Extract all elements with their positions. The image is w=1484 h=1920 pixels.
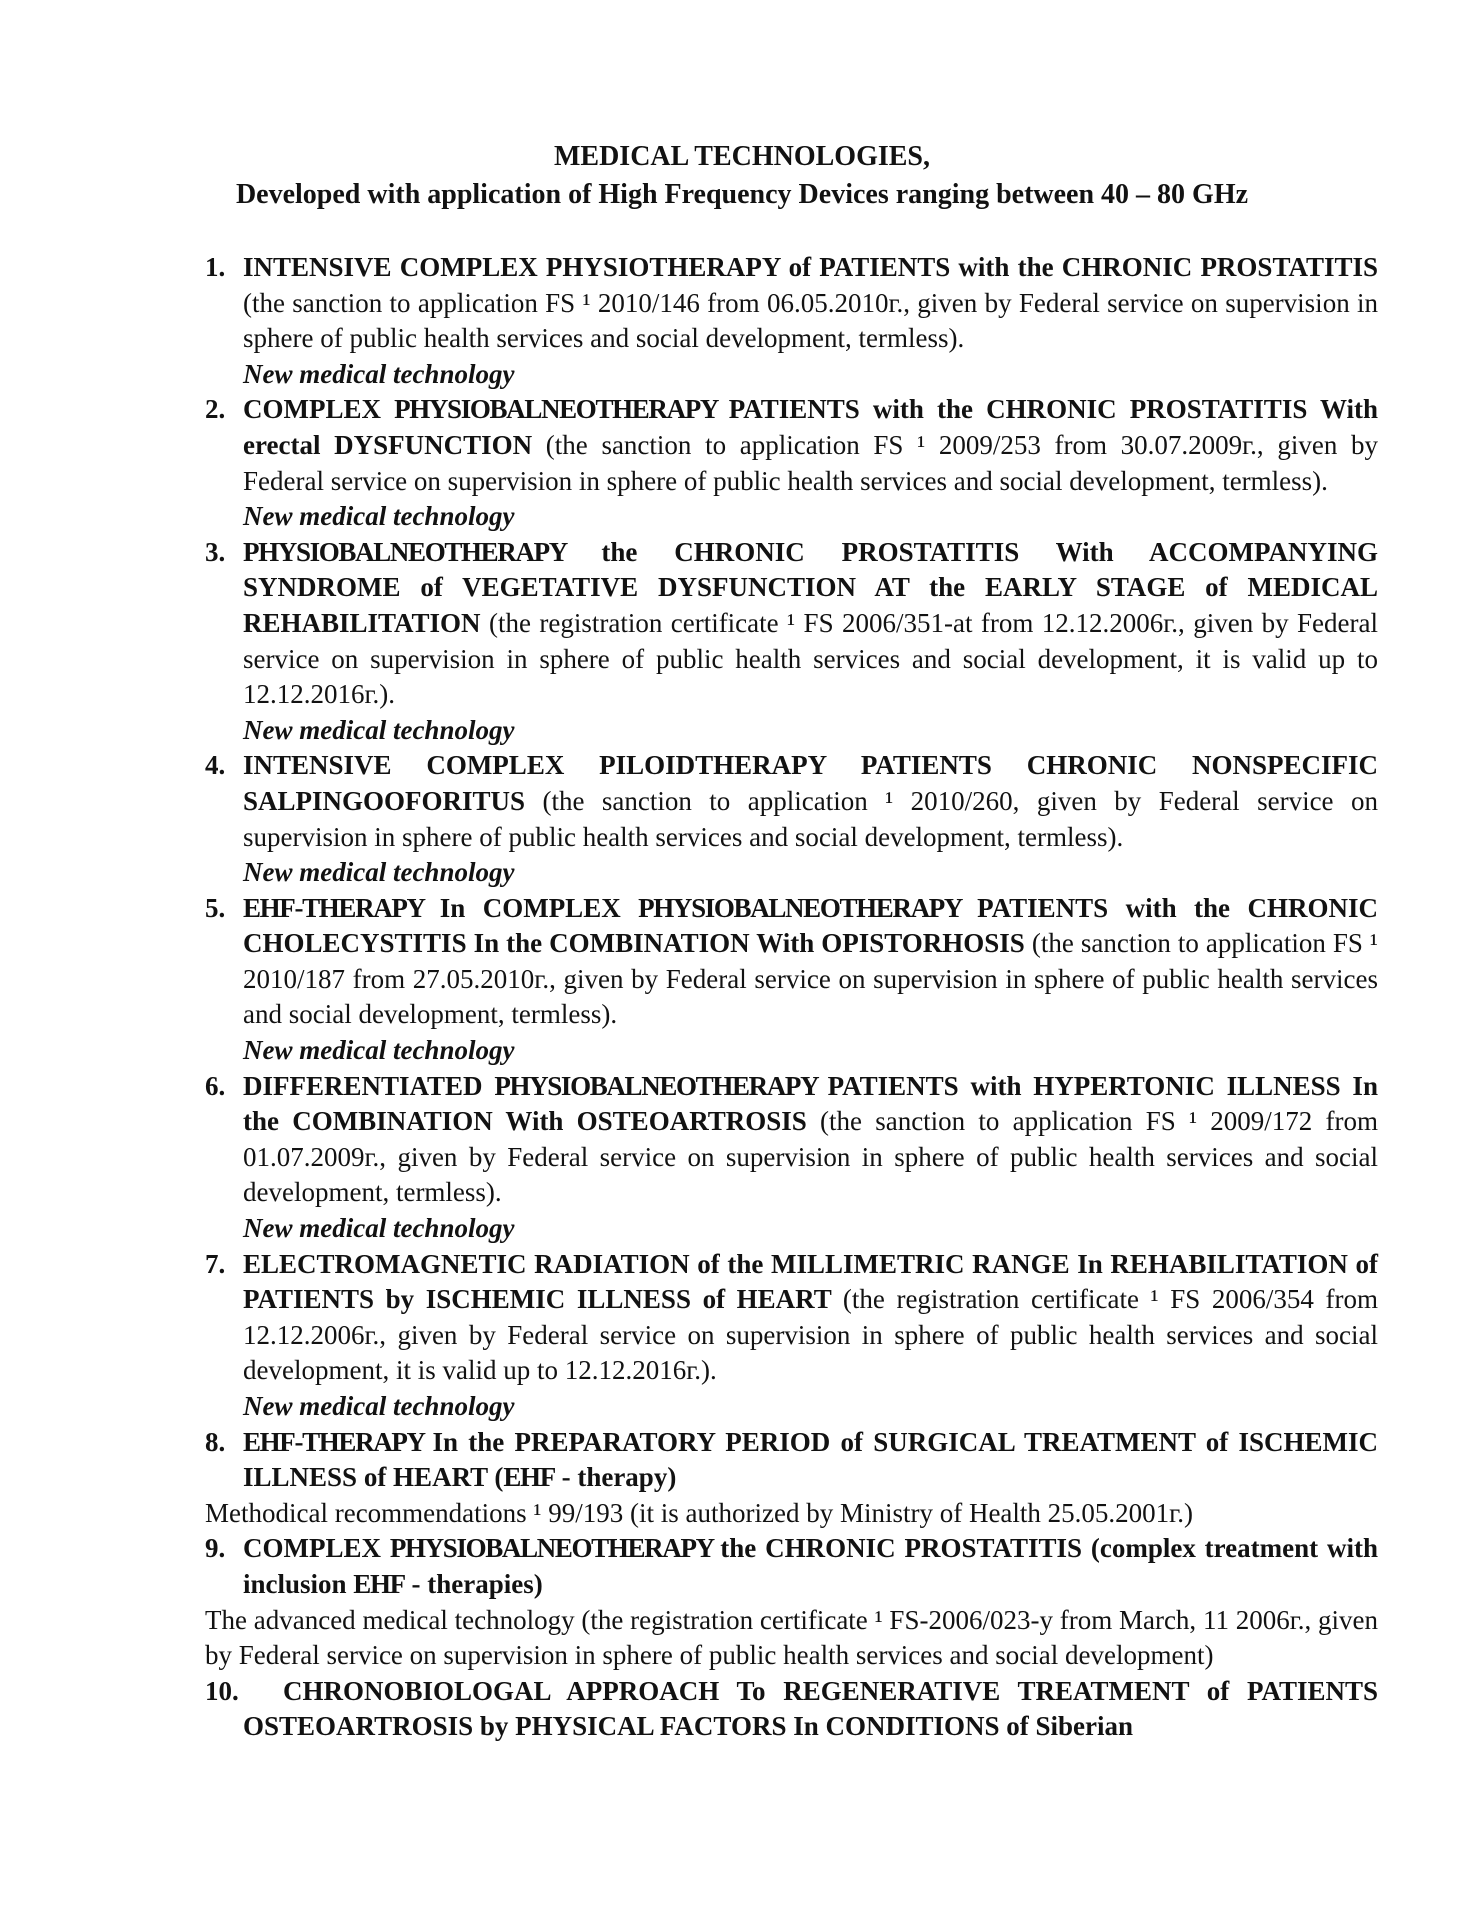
text-segment: ELECTROMAGNETIC RADIATION of the MILLIMETRIC RANGE In REHABILITATION of PATIENTS by ISCHEMIC ILLNESS of HEART xyxy=(243,1248,1378,1315)
text-segment: - therapy) xyxy=(554,1462,677,1493)
text-segment: In COMPLEX xyxy=(439,892,639,923)
text-segment: INTENSIVE COMPLEX PHYSIOTHERAPY of PATIENTS with the CHRONIC PROSTATITIS xyxy=(243,252,1378,282)
new-medical-technology-note: New medical technology xyxy=(243,1391,515,1421)
text-segment: the CHRONIC PROSTATITIS With ACCOMPANYING SYNDROME of VEGETATIVE DYSFUNCTION AT the EARLY STAGE of MEDICAL REHABILITATION xyxy=(243,536,1378,638)
list-item-9 xyxy=(205,1531,1378,1602)
item-number: 4. xyxy=(205,750,226,781)
text-segment: the CHRONIC PROSTATITIS (complex treatment with inclusion xyxy=(243,1533,1378,1599)
list-item-1 xyxy=(205,250,1378,392)
item-text xyxy=(243,535,1378,713)
text-segment: PHYSIOBALNEOTHERAPY xyxy=(494,1070,828,1101)
new-medical-technology-note: New medical technology xyxy=(243,714,515,745)
page-subtitle: Developed with application of High Frequency Devices ranging between 40 – 80 GHz xyxy=(235,179,1249,210)
text-segment: PHYSIOBALNEOTHERAPY xyxy=(243,536,602,567)
text-segment: (the registration certificate ¹ FS 2006/354 from 12.12.2006г., given by Federal service on supervision in sphere of public health services and social development, it is valid up to 12.12.2016г.). xyxy=(243,1284,1378,1386)
new-medical-technology-note: New medical technology xyxy=(243,501,515,532)
text-segment: In the PREPARATORY PERIOD of SURGICAL TREATMENT of ISCHEMIC ILLNESS of HEART ( xyxy=(243,1426,1378,1493)
item-number: 8. xyxy=(205,1426,226,1457)
text-segment: CHRONOBIOLOGAL APPROACH To REGENERATIVE TREATMENT of PATIENTS OSTEOARTROSIS by PHYSICAL FACTORS In CONDITIONS of Siberian xyxy=(243,1675,1378,1742)
text-segment: EHF xyxy=(353,1568,405,1599)
item-text xyxy=(243,1674,1378,1745)
list-item-3 xyxy=(205,535,1378,749)
text-segment: EHF-THERAPY xyxy=(243,892,440,923)
new-medical-technology-note: New medical technology xyxy=(243,857,515,888)
text-segment: COMPLEX xyxy=(243,394,395,425)
item-text xyxy=(243,748,1378,855)
text-segment: (the sanction to application FS ¹ 2010/146 from 06.05.2010г., given by Federal service on supervision in sphere of public health services and social development, termless). xyxy=(243,287,1378,354)
new-medical-technology-note: New medical technology xyxy=(243,1035,515,1066)
item-number: 9. xyxy=(205,1533,226,1564)
item-number: 7. xyxy=(205,1248,226,1279)
text-segment: (the sanction to application FS ¹ 2010/187 from 27.05.2010г., given by Federal service on supervision in sphere of public health services and social development, termless). xyxy=(243,928,1379,1030)
text-segment: (the sanction to application ¹ 2010/260, given by Federal service on supervision in sphere of public health services and social development, termless). xyxy=(243,785,1378,852)
text-segment: DIFFERENTIATED xyxy=(243,1070,495,1101)
text-segment: PHYSIOBALNEOTHERAPY xyxy=(394,394,729,425)
new-medical-technology-note: New medical technology xyxy=(243,358,515,389)
new-medical-technology-note: New medical technology xyxy=(243,1213,515,1244)
list-item-8 xyxy=(205,1425,1378,1496)
technology-list xyxy=(205,250,1378,1745)
list-item-5 xyxy=(205,891,1378,1069)
text-segment: PATIENTS with HYPERTONIC ILLNESS In the COMBINATION With OSTEOARTROSIS xyxy=(243,1070,1378,1137)
text-segment: (the sanction to application FS ¹ 2009/253 from 30.07.2009г., given by Federal service on supervision in sphere of public health services and social development, termless). xyxy=(243,429,1378,496)
list-item-6 xyxy=(205,1069,1378,1247)
text-segment: PHYSIOBALNEOTHERAPY xyxy=(638,892,978,923)
item-number: 5. xyxy=(205,892,226,923)
list-item-4 xyxy=(205,748,1378,890)
item-number: 10. xyxy=(205,1675,239,1706)
text-segment: (the sanction to application FS ¹ 2009/172 from 01.07.2009г., given by Federal service on supervision in sphere of public health services and social development, termless). xyxy=(243,1106,1379,1208)
text-segment: PATIENTS with the CHRONIC PROSTATITIS With erectal DYSFUNCTION xyxy=(243,394,1378,460)
item-number: 3. xyxy=(205,536,226,567)
document-header xyxy=(0,138,1484,214)
text-segment: PHYSIOBALNEOTHERAPY xyxy=(389,1533,721,1564)
text-segment: INTENSIVE COMPLEX PILOIDTHERAPY PATIENTS CHRONIC NONSPECIFIC SALPINGOOFORITUS xyxy=(243,750,1378,816)
text-segment: (the registration certificate ¹ FS 2006/351-at from 12.12.2006г., given by Federal service on supervision in sphere of public health services and social development, it is valid up to 12.12.2016г.). xyxy=(243,607,1378,710)
item-number: 1. xyxy=(205,252,226,282)
item-text xyxy=(243,1531,1378,1602)
item-text xyxy=(243,1069,1378,1211)
list-item-10 xyxy=(205,1674,1378,1745)
item-text xyxy=(243,392,1378,499)
text-segment: - therapies) xyxy=(404,1568,543,1599)
item-number: 2. xyxy=(205,394,226,425)
list-item-7 xyxy=(205,1247,1378,1425)
text-segment: EHF-THERAPY xyxy=(243,1426,433,1457)
text-segment: COMPLEX xyxy=(243,1533,390,1564)
page-title: MEDICAL TECHNOLOGIES, xyxy=(553,141,931,172)
list-item-2 xyxy=(205,392,1378,534)
item-text xyxy=(243,891,1378,1033)
item-text xyxy=(243,1247,1378,1389)
item-number: 6. xyxy=(205,1070,226,1101)
item-followup-paragraph: The advanced medical technology (the registration certificate ¹ FS-2006/023-y from March, 11 2006г., given by Federal service on supervision in sphere of public health services and social development) xyxy=(205,1604,1378,1671)
text-segment: EHF xyxy=(503,1462,555,1493)
text-segment: PATIENTS with the CHRONIC CHOLECYSTITIS In the COMBINATION With OPISTORHOSIS xyxy=(243,892,1378,959)
item-text xyxy=(243,250,1378,357)
item-followup-paragraph: Methodical recommendations ¹ 99/193 (it is authorized by Ministry of Health 25.05.2001г.) xyxy=(205,1497,1193,1528)
item-text xyxy=(243,1425,1378,1496)
